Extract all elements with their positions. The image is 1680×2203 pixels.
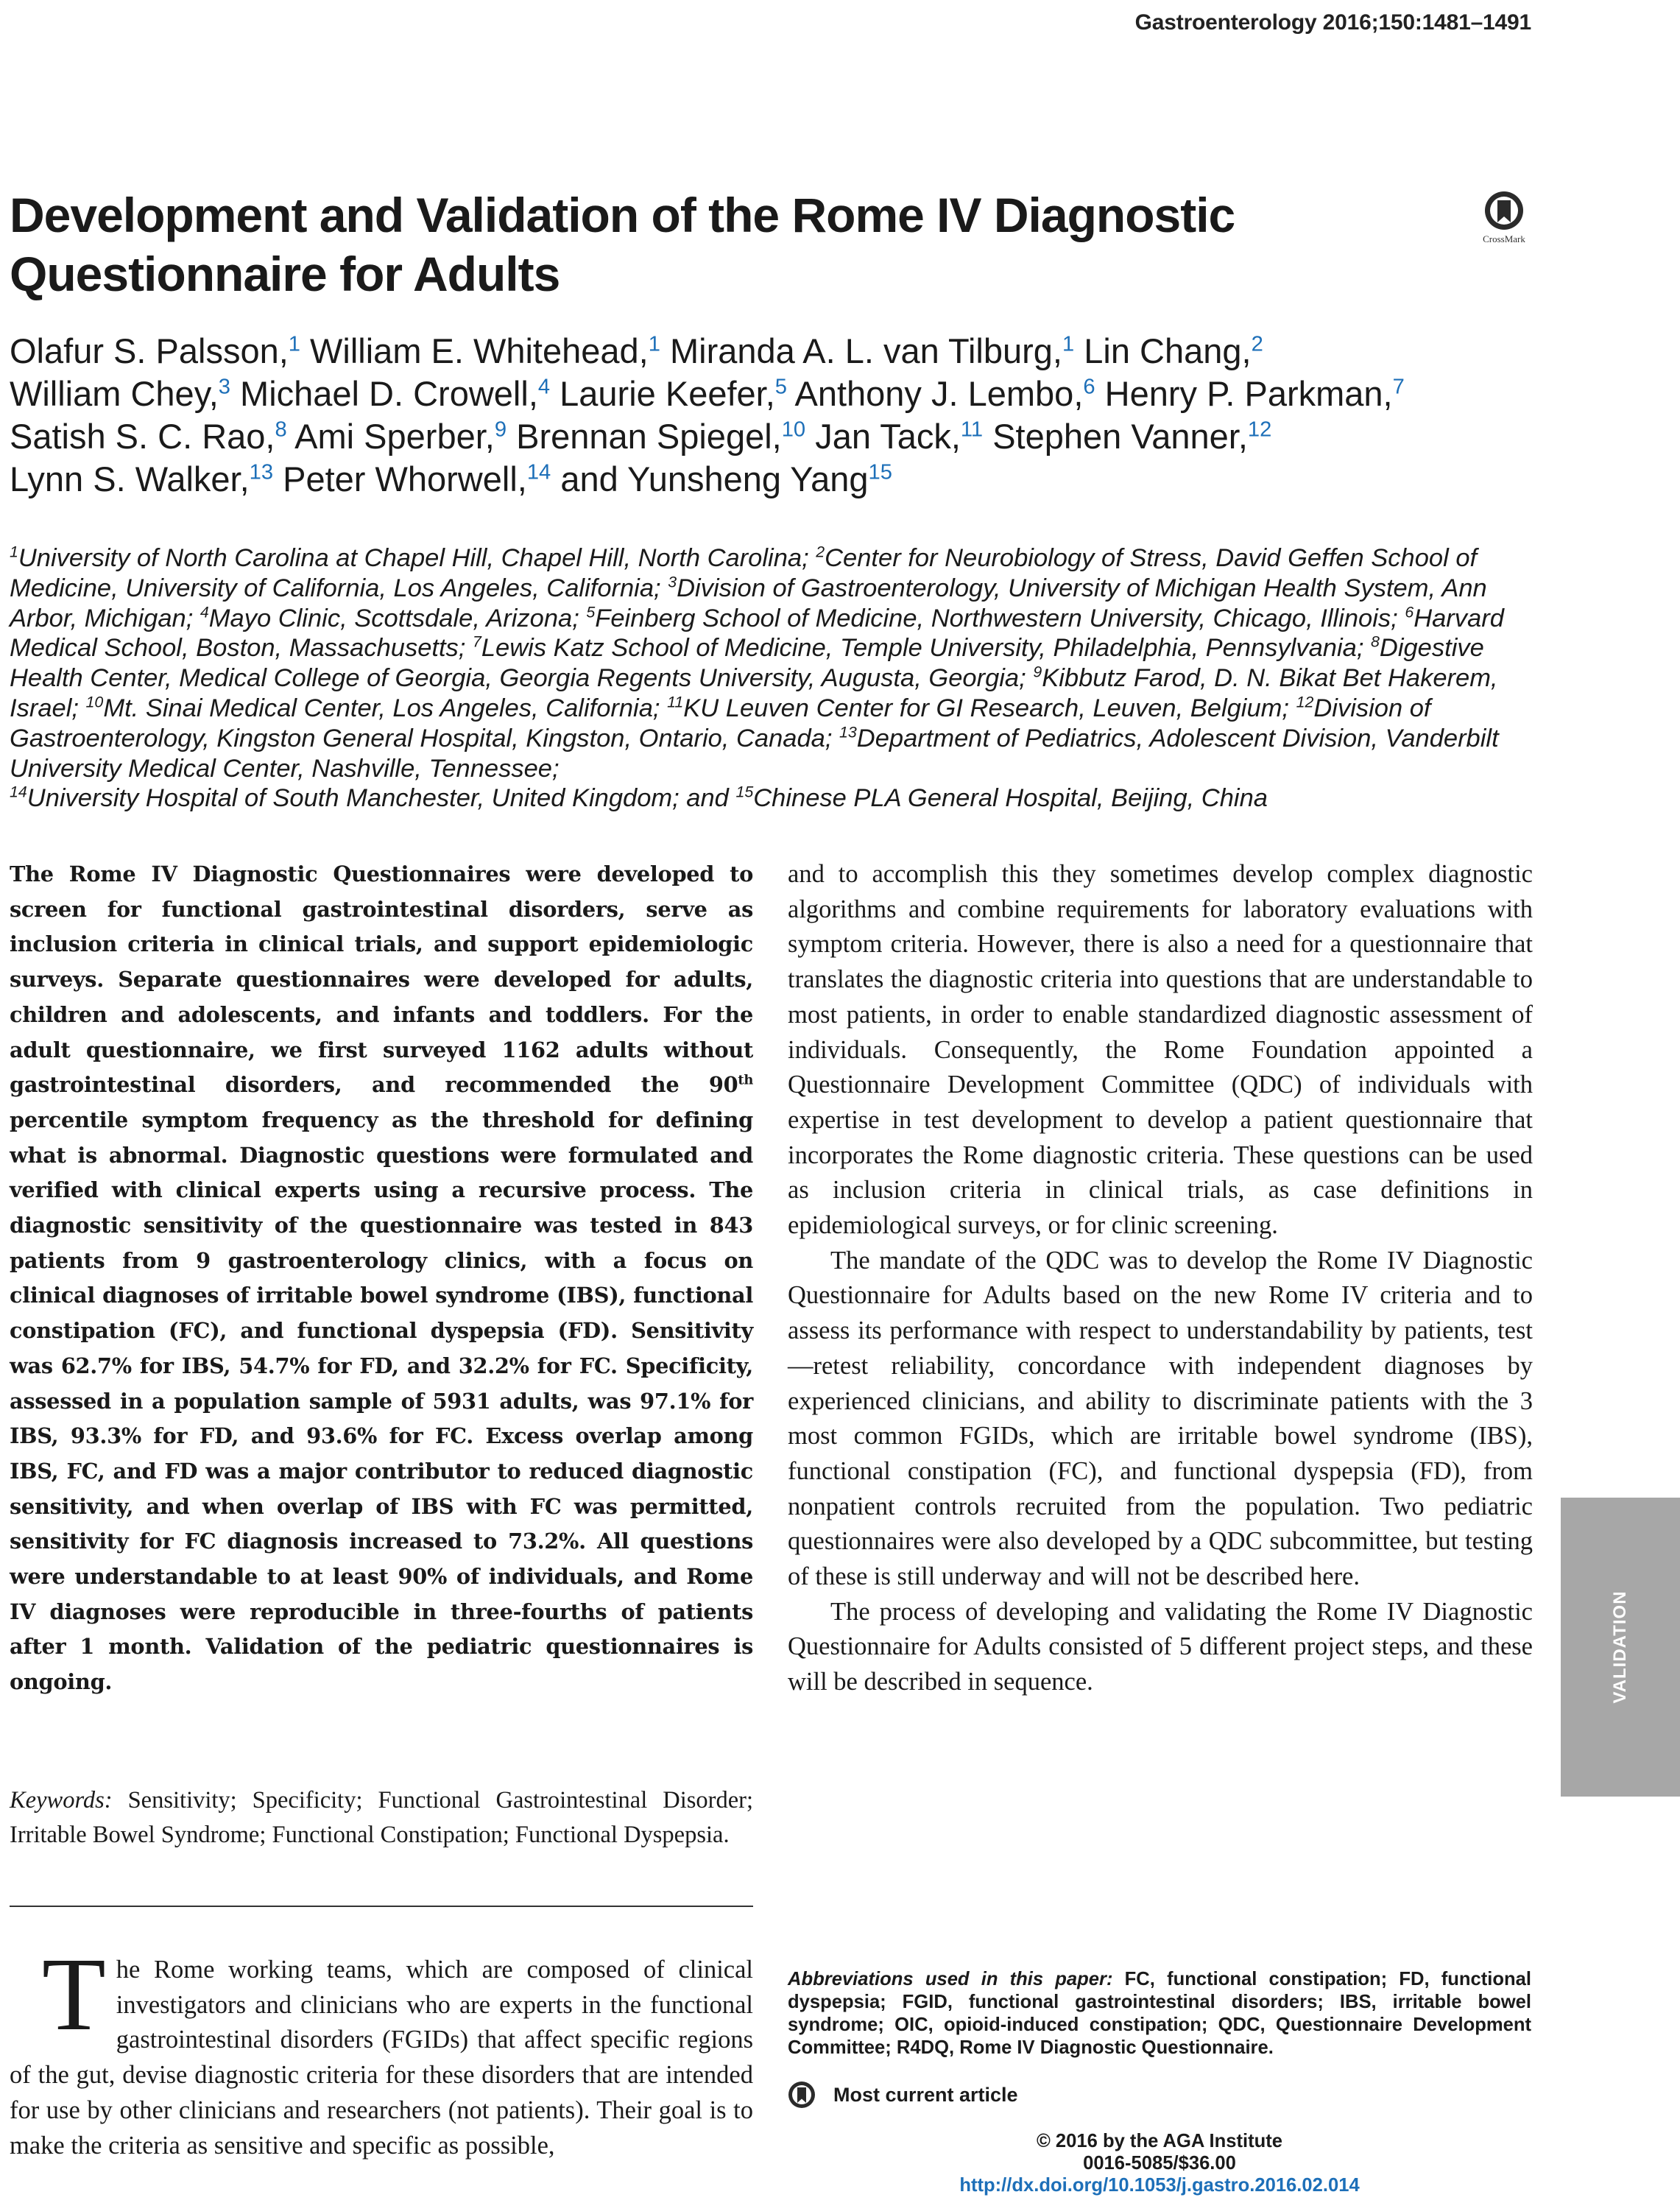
right-column-body xyxy=(788,857,1533,1700)
affiliation: Mt. Sinai Medical Center, Los Angeles, California; xyxy=(103,694,660,722)
abstract-text: percentile symptom frequency as the threshold for defining what is abnormal. Diagnostic questions were formulated and verified with clinical experts using a recursive process. The diagnostic sensitivity of the questionnaire was tested in 843 patients from 9 gastroenterology clinics, with a focus on clinical diagnoses of irritable bowel syndrome (IBS), functional constipation (FC), and functional dyspepsia (FD). Sensitivity was 62.7% for IBS, 54.7% for FD, and 32.2% for FC. Specificity, assessed in a population sample of 5931 adults, was 97.1% for IBS, 93.3% for FD, and 93.6% for FC. Excess overlap among IBS, FC, and FD was a major contributor to reduced diagnostic sensitivity, and when overlap of IBS with FC was permitted, sensitivity for FC diagnosis increased to 73.2%. All questions were understandable to at least 90% of individuals, and Rome IV diagnoses were reproducible in three-fourths of patients after 1 month. Validation of the pediatric questionnaires is ongoing. xyxy=(10,1107,753,1695)
keywords xyxy=(10,1783,753,1853)
affiliation: Division of Gastroenterology, Kingston General Hospital, Kingston, Ontario, Canada; xyxy=(10,694,1431,752)
drop-cap: T xyxy=(42,1936,106,2052)
affiliation-number: 15 xyxy=(735,783,754,801)
crossmark-icon xyxy=(1483,190,1525,231)
author: Laurie Keefer, xyxy=(560,374,775,413)
affiliation: Feinberg School of Medicine, Northwestern University, Chicago, Illinois; xyxy=(595,604,1398,632)
most-current-label: Most current article xyxy=(833,2083,1018,2106)
side-tab-label: VALIDATION xyxy=(1610,1590,1630,1704)
affiliation-list xyxy=(10,543,1541,814)
bookmark-icon xyxy=(788,2081,816,2109)
affiliation-number: 2 xyxy=(816,543,825,561)
article-title: Development and Validation of the Rome IV Diagnostic Questionnaire for Adults xyxy=(10,188,1235,301)
section-divider xyxy=(10,1906,753,1907)
affiliation: Harvard Medical School, Boston, Massachusetts; xyxy=(10,604,1504,663)
author-affiliation-ref[interactable]: 6 xyxy=(1083,375,1095,399)
copyright-block xyxy=(788,2130,1531,2196)
affiliation: Division of Gastroenterology, University of Michigan Health System, Ann Arbor, Michigan; xyxy=(10,574,1487,632)
keywords-label: Keywords: xyxy=(10,1787,113,1813)
abbreviations-text: FC, functional constipation; FD, functional dyspepsia; FGID, functional gastrointestinal disorders; IBS, irritable bowel syndrome; OIC, opioid-induced constipation; QDC, Questionnaire Development Committee; R4DQ, Rome IV Diagnostic Questionnaire. xyxy=(788,1969,1531,2058)
author-affiliation-ref[interactable]: 9 xyxy=(494,417,507,442)
affiliation-number: 7 xyxy=(472,632,481,651)
author: Satish S. C. Rao, xyxy=(10,417,275,456)
section-side-tab xyxy=(1561,1498,1680,1797)
abbreviations-note xyxy=(788,1968,1531,2059)
affiliation: Mayo Clinic, Scottsdale, Arizona; xyxy=(208,604,579,632)
copyright-line: © 2016 by the AGA Institute xyxy=(1036,2131,1283,2151)
affiliation-number: 6 xyxy=(1405,603,1414,621)
affiliation: Digestive Health Center, Medical College of Georgia, Georgia Regents University, Augusta, Georgia; xyxy=(10,634,1484,693)
author-affiliation-ref[interactable]: 5 xyxy=(774,375,787,399)
author: Stephen Vanner, xyxy=(992,417,1248,456)
abstract-superscript: th xyxy=(738,1072,753,1088)
author-list xyxy=(10,330,1556,501)
affiliation: Lewis Katz School of Medicine, Temple University, Philadelphia, Pennsylvania; xyxy=(481,634,1364,663)
author-affiliation-ref[interactable]: 1 xyxy=(648,332,660,356)
author-affiliation-ref[interactable]: 10 xyxy=(781,417,806,442)
affiliation: University Hospital of South Manchester, United Kingdom; and xyxy=(27,784,729,813)
author-affiliation-ref[interactable]: 15 xyxy=(868,460,892,484)
affiliation: Department of Pediatrics, Adolescent Division, Vanderbilt University Medical Center, Nashville, Tennessee; xyxy=(10,724,1499,783)
author-affiliation-ref[interactable]: 12 xyxy=(1247,417,1272,442)
body-paragraph: The mandate of the QDC was to develop the Rome IV Diagnostic Questionnaire for Adults based on the new Rome IV criteria and to assess its performance with respect to understandability by patients, test—retest reliability, concordance with independent diagnoses by experienced clinicians, and ability to discriminate patients with the 3 most common FGIDs, which are irritable bowel syndrome (IBS), functional constipation (FC), and functional dyspepsia (FD), from nonpatient controls recruited from the population. Two pediatric questionnaires were also developed by a QDC subcommittee, but testing of these is still underway and will not be described here. xyxy=(788,1246,1533,1591)
affiliation: University of North Carolina at Chapel Hill, Chapel Hill, North Carolina; xyxy=(18,544,809,572)
introduction-text: he Rome working teams, which are composed of clinical investigators and clinicians who are experts in the functional gastrointestinal disorders (FGIDs) that affect specific regions of the gut, devise diagnostic criteria for these disorders that are intended for use by other clinicians and researchers (not patients). Their goal is to make the criteria as sensitive and specific as possible, xyxy=(10,1956,753,2160)
author-affiliation-ref[interactable]: 3 xyxy=(218,375,230,399)
abstract xyxy=(10,857,753,1700)
author: Miranda A. L. van Tilburg, xyxy=(670,331,1062,370)
author: William Chey, xyxy=(10,374,219,413)
author-affiliation-ref[interactable]: 2 xyxy=(1251,332,1263,356)
author: Michael D. Crowell, xyxy=(240,374,538,413)
keywords-text: Sensitivity; Specificity; Functional Gastrointestinal Disorder; Irritable Bowel Syndrome; Functional Constipation; Functional Dyspepsia. xyxy=(10,1787,753,1848)
affiliation-number: 9 xyxy=(1033,663,1042,681)
affiliation-number: 13 xyxy=(839,723,857,741)
author-affiliation-ref[interactable]: 4 xyxy=(537,375,551,399)
affiliation-number: 4 xyxy=(200,603,209,621)
introduction-paragraph xyxy=(10,1936,753,2163)
issn-price: 0016-5085/$36.00 xyxy=(1083,2153,1236,2174)
author: Peter Whorwell, xyxy=(283,459,527,498)
abbreviations-label: Abbreviations used in this paper: xyxy=(788,1969,1113,1989)
doi-link[interactable]: http://dx.doi.org/10.1053/j.gastro.2016.02.014 xyxy=(959,2175,1360,2196)
abstract-text: The Rome IV Diagnostic Questionnaires were developed to screen for functional gastrointestinal disorders, serve as inclusion criteria in clinical trials, and support epidemiologic surveys. Separate questionnaires were developed for adults, children and adolescents, and infants and toddlers. For the adult questionnaire, we first surveyed 1162 adults without gastrointestinal disorders, and recommended the 90 xyxy=(10,861,753,1098)
author-affiliation-ref[interactable]: 1 xyxy=(1062,332,1075,356)
author: Olafur S. Palsson, xyxy=(10,331,289,370)
journal-reference: Gastroenterology 2016;150:1481–1491 xyxy=(1134,10,1531,35)
author: William E. Whitehead, xyxy=(310,331,649,370)
author: Brennan Spiegel, xyxy=(516,417,782,456)
crossmark-badge[interactable] xyxy=(1477,190,1531,245)
author: and Yunsheng Yang xyxy=(560,459,869,498)
body-paragraph: and to accomplish this they sometimes develop complex diagnostic algorithms and combine requirements for laboratory evaluations with symptom criteria. However, there is also a need for a questionnaire that translates the diagnostic criteria into questions that are understandable to most patients, in order to enable standardized diagnostic assessment of individuals. Consequently, the Rome Foundation appointed a Questionnaire Development Committee (QDC) of individuals with expertise in test development to develop a patient questionnaire that incorporates the Rome diagnostic criteria. These questions can be used as inclusion criteria in clinical trials, as case definitions in epidemiological surveys, or for clinic screening. xyxy=(788,860,1533,1240)
author-affiliation-ref[interactable]: 13 xyxy=(249,460,274,484)
affiliation-number: 12 xyxy=(1296,693,1314,711)
author: Ami Sperber, xyxy=(294,417,495,456)
author: Lynn S. Walker, xyxy=(10,459,250,498)
author: Lin Chang, xyxy=(1084,331,1252,370)
body-paragraph: The process of developing and validating the Rome IV Diagnostic Questionnaire for Adults consisted of 5 different project steps, and these will be described in sequence. xyxy=(788,1597,1533,1696)
affiliation-number: 11 xyxy=(667,693,684,711)
author: Anthony J. Lembo, xyxy=(794,374,1084,413)
author: Henry P. Parkman, xyxy=(1104,374,1393,413)
author: Jan Tack, xyxy=(815,417,961,456)
author-affiliation-ref[interactable]: 7 xyxy=(1392,375,1405,399)
affiliation: Chinese PLA General Hospital, Beijing, China xyxy=(753,784,1268,813)
crossmark-label: CrossMark xyxy=(1483,233,1525,244)
affiliation-number: 3 xyxy=(668,573,677,591)
affiliation-number: 10 xyxy=(85,693,104,711)
affiliation: Kibbutz Farod, D. N. Bikat Bet Hakerem, Israel; xyxy=(10,664,1498,722)
author-affiliation-ref[interactable]: 11 xyxy=(960,417,984,442)
affiliation-number: 5 xyxy=(586,603,596,621)
affiliation: KU Leuven Center for GI Research, Leuven, Belgium; xyxy=(683,694,1289,722)
affiliation-number: 8 xyxy=(1371,632,1380,651)
author-affiliation-ref[interactable]: 8 xyxy=(275,417,287,442)
author-affiliation-ref[interactable]: 14 xyxy=(526,460,551,484)
affiliation-number: 14 xyxy=(10,783,27,801)
author-affiliation-ref[interactable]: 1 xyxy=(288,332,300,356)
affiliation-number: 1 xyxy=(10,543,18,561)
most-current-article[interactable] xyxy=(788,2081,1018,2109)
affiliation: Center for Neurobiology of Stress, David Geffen School of Medicine, University of California, Los Angeles, California; xyxy=(10,544,1478,602)
